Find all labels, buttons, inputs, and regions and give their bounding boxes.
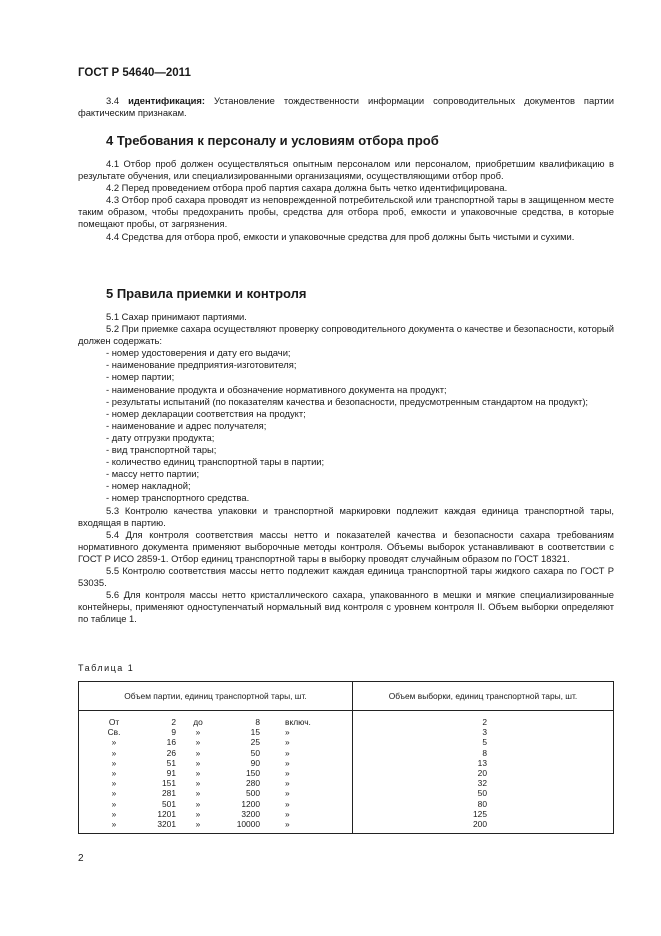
table-row bbox=[94, 727, 352, 737]
table-row bbox=[94, 778, 352, 788]
sample-size-value: 80 bbox=[477, 798, 487, 809]
range-suffix: » bbox=[285, 768, 290, 779]
table-row bbox=[94, 737, 352, 747]
table-row bbox=[94, 799, 352, 809]
list-item: - массу нетто партии; bbox=[106, 468, 200, 480]
sample-size-value: 20 bbox=[477, 768, 487, 779]
sample-size-value: 32 bbox=[477, 778, 487, 789]
range-part-p: » bbox=[111, 737, 117, 748]
range-part-p: » bbox=[111, 757, 117, 768]
range-part-p: » bbox=[111, 747, 117, 758]
clause-5-5: 5.5 Контролю соответствия массы нетто подлежит каждая единица транспортной тары жидкого сахара по ГОСТ Р 53035. bbox=[78, 564, 614, 589]
range-part-p: » bbox=[111, 798, 117, 809]
range-suffix: » bbox=[285, 798, 290, 809]
list-item: - номер накладной; bbox=[106, 480, 191, 492]
range-part-b: 25 bbox=[250, 737, 260, 748]
sample-size-value: 200 bbox=[473, 819, 487, 830]
clause-5-1: 5.1 Сахар принимают партиями. bbox=[106, 311, 247, 322]
list-item: - наименование предприятия-изготовителя; bbox=[106, 359, 297, 371]
range-part-a: 281 bbox=[162, 788, 176, 799]
clause-5-6: 5.6 Для контроля массы нетто кристаллического сахара, упакованного в мешки и мягкие специализированные контейнеры, применяют одноступенчатый нормальный вид контроля с уровнем контроля II. Объем выборки определяют по таблице 1. bbox=[78, 589, 614, 625]
table-row bbox=[94, 788, 352, 798]
range-part-s: » bbox=[195, 747, 201, 758]
clause-5-3: 5.3 Контролю качества упаковки и транспортной маркировки подлежит каждая единица транспортной тары, входящая в партию. bbox=[78, 504, 614, 528]
range-suffix: включ. bbox=[285, 717, 311, 727]
clause-4-4: 4.4 Средства для отбора проб, емкости и упаковочные средства для проб должны быть чистыми и сухими. bbox=[106, 230, 575, 242]
range-part-b: 90 bbox=[250, 757, 260, 768]
range-part-a: 501 bbox=[162, 798, 176, 809]
section-4-body bbox=[78, 158, 614, 243]
sample-size-value: 50 bbox=[477, 788, 487, 799]
section-5-title: 5 Правила приемки и контроля bbox=[106, 286, 307, 301]
range-part-a: 9 bbox=[171, 727, 176, 738]
range-part-a: 91 bbox=[166, 768, 176, 779]
range-part-a: 16 bbox=[166, 737, 176, 748]
range-part-a: 2 bbox=[171, 717, 176, 727]
list-item: - наименование и адрес получателя; bbox=[106, 419, 267, 431]
column-header-lot-size: Объем партии, единиц транспортной тары, шт. bbox=[79, 682, 353, 711]
range-part-b: 10000 bbox=[236, 819, 260, 830]
list-item: - номер транспортного средства. bbox=[106, 492, 250, 504]
table-row bbox=[94, 768, 352, 778]
sample-size-value: 13 bbox=[477, 757, 487, 768]
page-number: 2 bbox=[78, 853, 84, 864]
range-part-b: 8 bbox=[255, 717, 260, 727]
range-suffix: » bbox=[285, 757, 290, 768]
range-suffix: » bbox=[285, 808, 290, 819]
range-part-p: » bbox=[111, 768, 117, 779]
definition: Установление тождественности информации сопроводительных документов партии фактическим признакам. bbox=[78, 95, 614, 119]
range-part-s: » bbox=[195, 788, 201, 799]
range-part-p: » bbox=[111, 778, 117, 789]
sample-size-value: 125 bbox=[473, 808, 487, 819]
range-suffix: » bbox=[285, 819, 290, 830]
range-part-b: 1200 bbox=[241, 798, 260, 809]
clause-3-4 bbox=[78, 95, 614, 119]
sample-size-value: 3 bbox=[482, 727, 487, 738]
range-part-a: 26 bbox=[166, 747, 176, 758]
sample-size-column bbox=[353, 711, 614, 834]
list-item: - номер декларации соответствия на продукт; bbox=[106, 407, 306, 419]
range-suffix: » bbox=[285, 788, 290, 799]
sample-size-value: 8 bbox=[482, 747, 487, 758]
range-part-b: 3200 bbox=[241, 808, 260, 819]
range-suffix: » bbox=[285, 747, 290, 758]
range-part-s: » bbox=[195, 778, 201, 789]
required-info-list bbox=[78, 347, 614, 504]
term: идентификация: bbox=[128, 95, 205, 106]
clause-4-3: 4.3 Отбор проб сахара проводят из неповрежденной потребительской или транспортной тары в защищенном месте таким образом, чтобы предохранить пробы, средства для отбора проб, емкости и упаковочные средства, в которые помещают пробы, от загрязнения. bbox=[78, 194, 615, 230]
range-part-s: » bbox=[195, 757, 201, 768]
range-part-b: 15 bbox=[250, 727, 260, 738]
range-part-b: 50 bbox=[250, 747, 260, 758]
list-item: - дату отгрузки продукта; bbox=[106, 431, 215, 443]
list-item: - количество единиц транспортной тары в партии; bbox=[106, 456, 325, 468]
range-part-s: » bbox=[195, 798, 201, 809]
range-part-s: до bbox=[193, 717, 203, 727]
range-part-a: 3201 bbox=[157, 819, 176, 830]
range-part-s: » bbox=[195, 737, 201, 748]
clause-4-2: 4.2 Перед проведением отбора проб партия сахара должна быть четко идентифицирована. bbox=[106, 182, 508, 194]
table-row bbox=[94, 809, 352, 819]
range-part-a: 151 bbox=[162, 778, 176, 789]
range-suffix: » bbox=[285, 778, 290, 789]
clause-4-1: 4.1 Отбор проб должен осуществляться опытным персоналом или персоналом, приобретшим квалификацию в результате обучения, или специализированными организациями, осуществляющими отбор проб. bbox=[78, 158, 614, 182]
lot-size-column bbox=[79, 711, 353, 834]
range-part-a: 51 bbox=[166, 757, 176, 768]
sample-size-table bbox=[78, 681, 614, 834]
range-part-p: » bbox=[111, 819, 117, 830]
section-4-title: 4 Требования к персоналу и условиям отбора проб bbox=[106, 133, 439, 148]
range-part-a: 1201 bbox=[157, 808, 176, 819]
list-item: - номер удостоверения и дату его выдачи; bbox=[106, 347, 291, 359]
list-item: - номер партии; bbox=[106, 371, 175, 383]
range-part-p: Св. bbox=[107, 727, 121, 738]
clause-5-4: 5.4 Для контроля соответствия массы нетто и показателей качества и безопасности сахара требованиям нормативного документа применяют выборочные методы контроля. Объемы выборок устанавливают в соответствии с ГОСТ Р ИСО 2859-1. Отбор единиц транспортной тары в выборку проводят случайным образом по ГОСТ 18321. bbox=[78, 528, 614, 564]
range-part-p: » bbox=[111, 788, 117, 799]
table-row bbox=[94, 758, 352, 768]
range-part-b: 500 bbox=[246, 788, 260, 799]
range-part-s: » bbox=[195, 727, 201, 738]
clause-5-2: 5.2 При приемке сахара осуществляют проверку сопроводительного документа о качестве и безопасности, который должен содержать: bbox=[78, 323, 614, 347]
column-header-sample-size: Объем выборки, единиц транспортной тары, шт. bbox=[353, 682, 614, 711]
range-part-b: 150 bbox=[246, 768, 260, 779]
sample-size-value: 2 bbox=[482, 717, 487, 727]
range-part-b: 280 bbox=[246, 778, 260, 789]
section-5-body bbox=[78, 311, 614, 625]
clause-number: 3.4 bbox=[106, 95, 120, 106]
table-caption: Таблица 1 bbox=[78, 663, 135, 673]
range-part-p: От bbox=[108, 717, 120, 727]
sample-size-value: 5 bbox=[482, 737, 487, 748]
range-part-s: » bbox=[195, 768, 201, 779]
table-row bbox=[94, 819, 352, 829]
range-part-p: » bbox=[111, 808, 117, 819]
range-suffix: » bbox=[285, 737, 290, 748]
range-suffix: » bbox=[285, 727, 290, 738]
range-part-s: » bbox=[195, 819, 201, 830]
table-row bbox=[94, 717, 352, 727]
list-item: - вид транспортной тары; bbox=[106, 444, 217, 456]
list-item: - результаты испытаний (по показателям качества и безопасности, предусмотренным стандартом на продукт); bbox=[106, 395, 589, 407]
document-header: ГОСТ Р 54640—2011 bbox=[78, 67, 191, 79]
range-part-s: » bbox=[195, 808, 201, 819]
list-item: - наименование продукта и обозначение нормативного документа на продукт; bbox=[106, 383, 447, 395]
table-row bbox=[94, 748, 352, 758]
